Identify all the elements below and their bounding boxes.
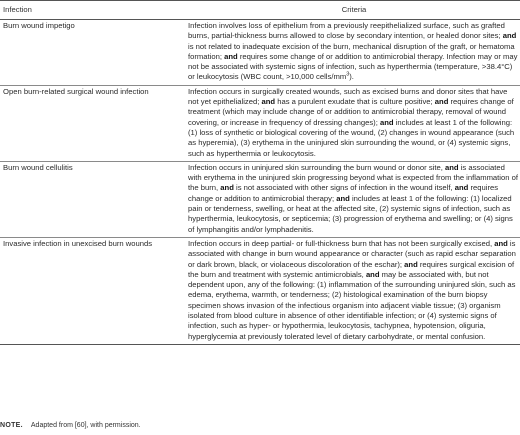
criteria-segment: requires some change of or addition to antimicrobial therapy. Infection may or may not be associated with systemic signs of infection, such as hyperthermia (temperature, >38.4°C) or leukocytosis (WBC count, >10,000 cells/mm <box>188 51 518 82</box>
criteria-conjunction: and <box>404 259 418 269</box>
criteria-segment: Infection occurs in deep partial- or full-thickness burn that has not been surgically excised, <box>188 238 495 248</box>
criteria-segment: requires surgical excision of the burn and treatment with systemic antimicrobials, <box>188 259 515 279</box>
table-row <box>0 161 520 237</box>
criteria-conjunction: and <box>444 162 459 172</box>
criteria-conjunction: and <box>224 51 238 61</box>
infection-name: Invasive infection in unexcised burn wounds <box>0 237 185 344</box>
criteria-segment: Infection involves loss of epithelium from a previously reepithelialized surface, such as grafted burns, partial-thickness burns allowed to close by secondary intention, or healed donor sites; <box>188 21 505 41</box>
table-footnote <box>0 422 141 429</box>
criteria-segment: is associated with erythema in the uninjured skin progressing beyond what is expected from the inflammation of the burn, <box>188 162 518 193</box>
criteria-text <box>185 237 520 344</box>
criteria-conjunction: and <box>220 183 234 193</box>
criteria-segment: includes at least 1 of the following: (1) loss of synthetic or biological covering of the wound, (2) changes in wound appearance (such as hyperemia), (3) erythema in the uninjured skin surrounding the wound, or (4) systemic signs, such as hyperthermia or leukocytosis. <box>188 117 515 158</box>
criteria-segment: is not related to inadequate excision of the burn, mechanical disruption of the graft, or hematoma formation; <box>188 41 515 61</box>
criteria-conjunction: and <box>454 183 469 193</box>
criteria-text <box>185 161 520 237</box>
note-text: Adapted from [60], with permission. <box>30 422 141 429</box>
criteria-conjunction: and <box>261 97 276 107</box>
header-infection: Infection <box>0 1 185 20</box>
criteria-segment: may be associated with, but not dependent upon, any of the following: (1) inflammation of the surrounding uninjured skin, such as edema, erythema, warmth, or tenderness; (2) histological examination of the burn biopsy specimen shows invasion of the infectious organism into adjacent viable tissue; (3) organism isolated from blood culture in absence of other identifiable infection; or (4) systemic signs of infection, such as hyper- or hypothermia, leukocytosis, tachypnea, hypotension, oliguria, hyperglycemia at previously tolerated level of dietary carbohydrate, or mental confusion. <box>188 269 516 341</box>
criteria-conjunction: and <box>434 97 449 107</box>
table-body <box>0 20 520 345</box>
table-row <box>0 20 520 86</box>
criteria-segment: requires change of treatment (which may include change of or addition to antimicrobial therapy, removal of wound covering, or increase in frequency of dressing changes); <box>188 97 514 127</box>
criteria-segment: has a purulent exudate that is culture positive; <box>275 97 435 107</box>
criteria-conjunction: and <box>494 238 508 248</box>
criteria-text <box>185 85 520 161</box>
criteria-segment: includes at least 1 of the following: (1) localized pain or tenderness, swelling, or heat at the affected site, (2) systemic signs of infection, such as hyperthermia, leukocytosis, or septicemia; (3) progression of erythema and swelling; or (4) signs of lymphangitis and/or lymphadenitis. <box>188 193 513 234</box>
criteria-conjunction: and <box>365 269 380 279</box>
header-criteria: Criteria <box>185 1 520 20</box>
infection-name: Open burn-related surgical wound infection <box>0 85 185 161</box>
infection-name: Burn wound cellulitis <box>0 161 185 237</box>
criteria-text <box>185 20 520 86</box>
criteria-segment: is associated with change in burn wound appearance or character (such as rapid eschar separation or dark brown, black, or violaceous discoloration of the eschar); <box>188 238 516 269</box>
note-label: NOTE. <box>0 422 23 429</box>
table-row <box>0 237 520 344</box>
criteria-segment: Infection occurs in uninjured skin surrounding the burn wound or donor site, <box>188 162 445 172</box>
criteria-segment: ). <box>349 72 354 82</box>
superscript: 3 <box>346 71 350 78</box>
criteria-segment: is not associated with other signs of infection in the wound itself, <box>233 183 455 193</box>
table-row <box>0 85 520 161</box>
criteria-conjunction: and <box>379 117 394 127</box>
criteria-conjunction: and <box>502 31 517 41</box>
infection-name: Burn wound impetigo <box>0 20 185 86</box>
header-row <box>0 1 520 20</box>
criteria-segment: Infection occurs in surgically created wounds, such as excised burns and donor sites that have not yet epithelialized; <box>188 86 508 107</box>
criteria-segment: requires change or addition to antimicrobial therapy; <box>188 183 499 203</box>
table-header <box>0 1 520 20</box>
criteria-conjunction: and <box>336 193 350 203</box>
